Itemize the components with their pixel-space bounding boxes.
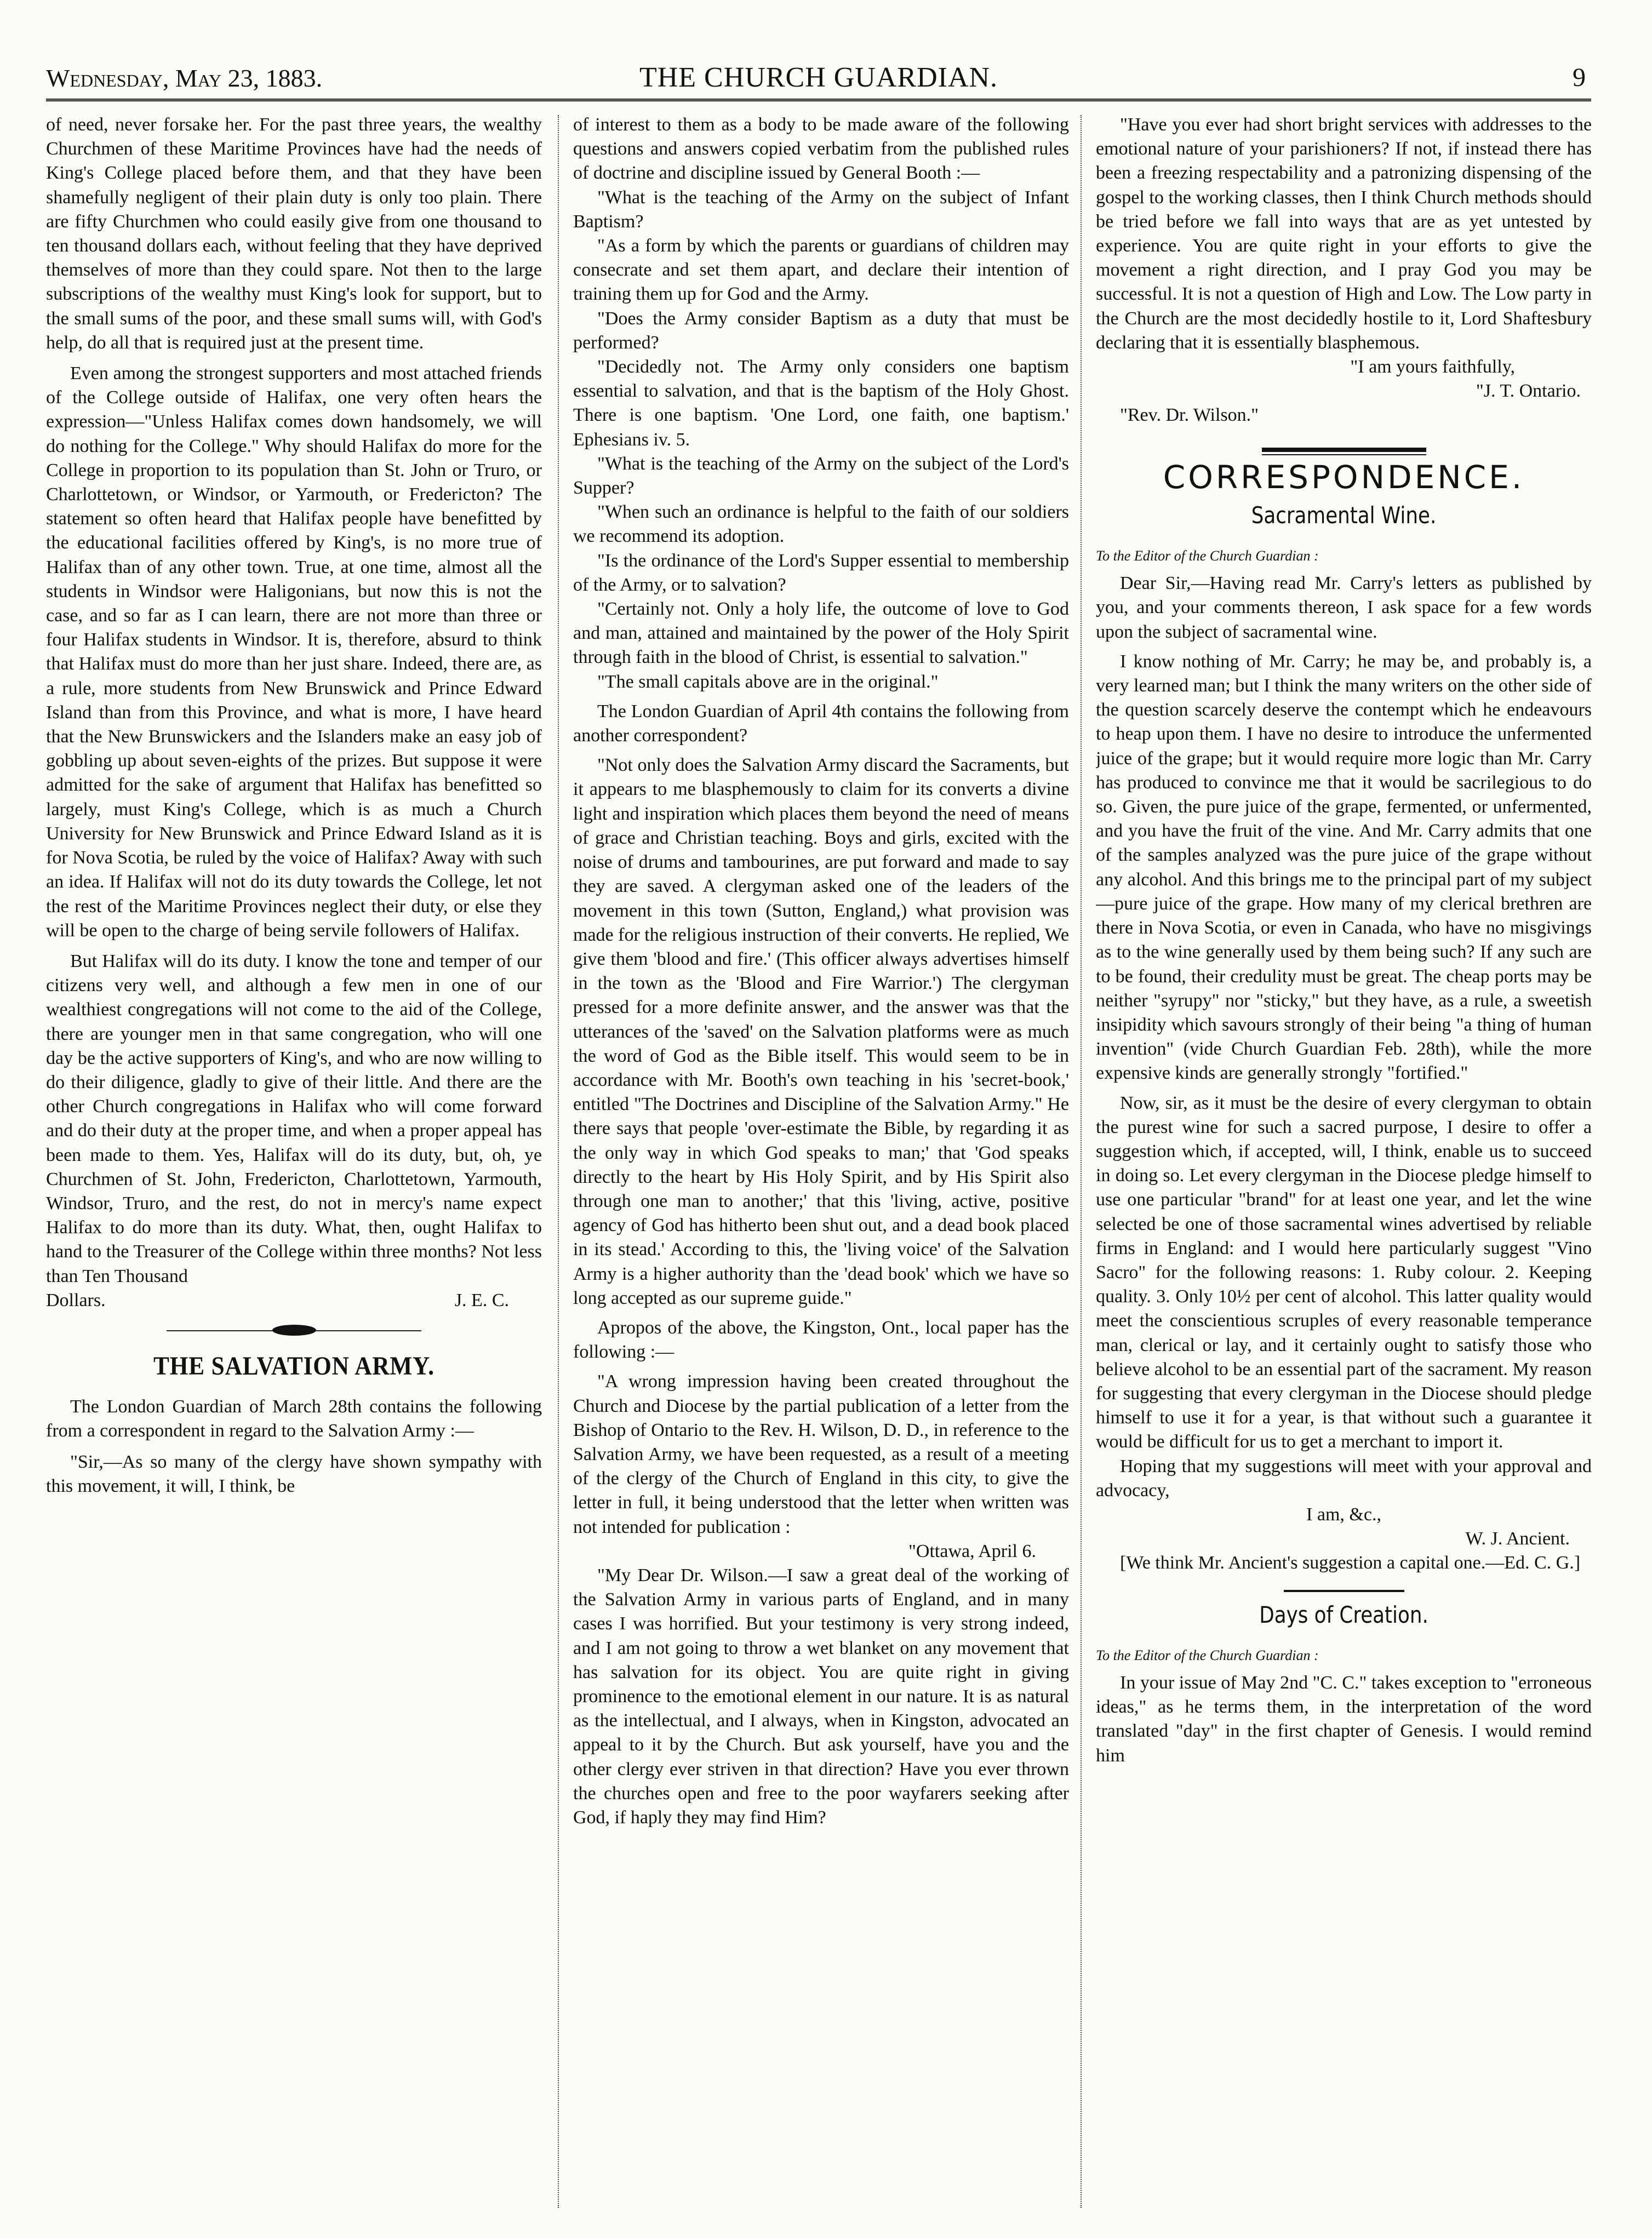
section-rule [1284,1590,1404,1592]
ornamental-divider [46,1323,542,1339]
article-headline: THE SALVATION ARMY. [153,1351,435,1381]
column-divider [558,115,559,2208]
paragraph: "Decidedly not. The Army only considers one baptism essential to salvation, and that is the baptism of the Holy Ghost. There is one baptism. 'One Lord, one faith, one baptism.' Ephesians iv. 5. [573,357,1069,450]
paragraph: The London Guardian of April 4th contains the following from another correspondent? [573,701,1069,746]
signature-line [46,1289,542,1313]
article-subheading: Sacramental Wine. [1251,501,1437,529]
paragraph: "As a form by which the parents or guardians of children may consecrate and set them apart, and declare their intention of training them up for God and the Army. [573,236,1069,305]
paragraph: Now, sir, as it must be the desire of every clergyman to obtain the purest wine for such a sacred purpose, I desire to offer a suggestion which, if accepted, will, I think, enable us to succeed in doing so. Let every clergyman in the Diocese pledge himself to use one particular "brand" for at least one year, and let the wine selected be one of those sacramental wines advertised by reliable firms in England: and I would here particularly suggest "Vino Sacro" for the following reasons: 1. Ruby colour. 2. Keeping quality. 3. Only 10½ per cent of alcohol. This latter quality would meet the conscientious scruples of every reasonable temperance man, clerical or lay, and it certainly ought to satisfy those who believe alcohol to be an essential part of the sacrament. My reason for suggesting that every clergyman in the Diocese should pledge himself to use it for a year, is that without such a guarantee it would be difficult for us to get a merchant to import it. [1096,1092,1592,1452]
paragraph: The London Guardian of March 28th contains the following from a correspondent in regard to the Salvation Army :— [46,1396,542,1441]
newspaper-title: THE CHURCH GUARDIAN. [639,62,998,93]
paragraph: of need, never forsake her. For the past three years, the wealthy Churchmen of these Maritime Provinces have had the needs of King's College placed before them, and that they have been shamefully negligent of their plain duty is only too plain. There are fifty Churchmen who could easily give from one thousand to ten thousand dollars each, without feeling that they have deprived themselves of more than they could spare. Not then to the large subscriptions of the wealthy must King's look for support, but to the small sums of the poor, and these small sums will, with God's help, do all that is required just at the present time. [46,115,542,353]
paragraph: "A wrong impression having been created throughout the Church and Diocese by the partial publication of a letter from the Bishop of Ontario to the Rev. H. Wilson, D. D., in reference to the Salvation Army, we have been requested, as a result of a meeting of the clergy of the Church of England in this city, to give the letter in full, it being understood that the letter when written was not intended for publication : [573,1371,1069,1537]
editor-note: [We think Mr. Ancient's suggestion a capital one.—Ed. C. G.] [1120,1553,1581,1573]
paragraph: Dear Sir,—Having read Mr. Carry's letters as published by you, and your comments thereon, I ask space for a few words upon the subject of sacramental wine. [1096,573,1592,642]
paragraph: But Halifax will do its duty. I know the tone and temper of our citizens very well, and although a few men in one of our wealthiest congregations will not come to the aid of the College, there are younger men in that same congregation, who will one day be the active supporters of King's, and who are now willing to do their diligence, gladly to give of their little. And there are the other Church congregations in Halifax who will come forward and do their duty at the proper time, and when a proper appeal has been made to them. Yes, Halifax will do its duty, but, oh, ye Churchmen of St. John, Fredericton, Charlottetown, Yarmouth, Windsor, Truro, and the rest, do not in mercy's name expect Halifax to do more than its duty. What, then, ought Halifax to hand to the Treasurer of the College within three months? Not less than Ten Thousand [46,951,542,1286]
paragraph: "The small capitals above are in the original." [597,671,939,692]
article-subheading: Days of Creation. [1259,1601,1428,1628]
paragraph: "Not only does the Salvation Army discard the Sacraments, but it appears to me blasphemously to claim for its converts a divine light and inspiration which places them beyond the need of means of grace and Christian teaching. Boys and girls, excited with the noise of drums and tambourines, are put forward and made to say they are saved. A clergyman asked one of the leaders of the movement in this town (Sutton, England,) what provision was made for the religious instruction of their converts. He replied, We give them 'blood and fire.' (This officer always advertises himself in the town as the 'Blood and Fire Warrior.') The clergyman pressed for a more definite answer, and the answer was that the utterances of the 'saved' on the Salvation platforms were as much the word of God as the Bible itself. This would seem to be in accordance with Mr. Booth's own teaching in his 'secret-book,' entitled "The Doctrines and Discipline of the Salvation Army." He there says that people 'over-estimate the Bible, by regarding it as the only way in which God speaks to man;' that 'God speaks directly to the heart by His Holy Spirit, and by His Spirit also through one man to another;' that this 'living, active, positive agency of God has hitherto been shut out, and a dead book placed in its stead.' According to this, the 'living voice' of the Salvation Army is a higher authority than the 'dead book' which we have so long accepted as our supreme guide." [573,755,1069,1308]
letter-signature: "J. T. Ontario. [1476,381,1581,402]
column-2 [573,113,1069,2211]
paragraph: Hoping that my suggestions will meet with your approval and advocacy, [1096,1456,1592,1501]
salutation-header: To the Editor of the Church Guardian : [1096,548,1319,564]
column-3 [1096,113,1592,2211]
page-number: 9 [1573,63,1586,92]
issue-date: Wednesday, May 23, 1883. [46,64,323,92]
section-rule [1262,448,1426,455]
letter-signature: W. J. Ancient. [1465,1529,1570,1549]
paragraph: of interest to them as a body to be made aware of the following questions and answers copied verbatim from the published rules of doctrine and discipline issued by General Booth :— [573,115,1069,184]
column-divider [1081,115,1082,2208]
paragraph: "Sir,—As so many of the clergy have shown sympathy with this movement, it will, I think, be [46,1451,542,1496]
column-1 [46,113,542,2211]
paragraph: "My Dear Dr. Wilson.—I saw a great deal of the working of the Salvation Army in various parts of England, and in many cases I was horrified. But your testimony is very strong indeed, and I am not going to throw a wet blanket on any movement that has salvation for its object. You are quite right in giving prominence to the emotional element in our nature. It is as natural as the intellectual, and I always, when in Kingston, advocated an appeal to it by the Church. But ask yourself, have you and the other clergy ever striven in that direction? Have you ever thrown the churches open and free to the poor wayfarers seeking after God, if haply they may find Him? [573,1565,1069,1828]
letter-closing: "I am yours faithfully, [1350,357,1515,377]
paragraph: "What is the teaching of the Army on the subject of Infant Baptism? [573,187,1069,232]
paragraph: "Have you ever had short bright services with addresses to the emotional nature of your parishioners? If not, if instead there has been a freezing respectability and a patronizing dispensing of the gospel to the working classes, then I think Church methods should be tried before we fall into ways that are as yet untested by experience. You are quite right in your efforts to give the movement a right direction, and I pray God you may be successful. It is not a question of High and Low. The Low party in the Church are the most decidedly hostile to it, Lord Shaftesbury declaring that it is essentially blasphemous. [1096,115,1592,353]
paragraph: "What is the teaching of the Army on the subject of the Lord's Supper? [573,453,1069,499]
paragraph: "When such an ordinance is helpful to the faith of our soldiers we recommend its adoption. [573,502,1069,547]
masthead [46,59,1591,101]
section-heading: CORRESPONDENCE. [1163,458,1525,496]
paragraph: "Does the Army consider Baptism as a duty that must be performed? [573,308,1069,353]
paragraph: In your issue of May 2nd "C. C." takes exception to "erroneous ideas," as he terms them, in the interpretation of the word translated "day" in the first chapter of Genesis. I would remind him [1096,1672,1592,1766]
paragraph: Apropos of the above, the Kingston, Ont., local paper has the following :— [573,1317,1069,1363]
signature-dollars: Dollars. [46,1290,106,1310]
letter-addressee: "Rev. Dr. Wilson." [1120,405,1259,426]
dateline: "Ottawa, April 6. [908,1541,1036,1561]
paragraph: "Certainly not. Only a holy life, the outcome of love to God and man, attained and maintained by the power of the Holy Spirit through faith in the blood of Christ, is essential to salvation." [573,599,1069,668]
letter-closing: I am, &c., [1306,1504,1381,1525]
paragraph: Even among the strongest supporters and most attached friends of the College outside of Halifax, one very often hears the expression—"Unless Halifax comes down handsomely, we will do nothing for the College." Why should Halifax do more for the College in proportion to its population than St. John or Truro, or Charlottetown, or Windsor, or Yarmouth, or Fredericton? The statement so often heard that Halifax people have benefitted by the educational facilities offered by King's, is no more true of Halifax than of any other town. True, at one time, almost all the students in Windsor were Haligonians, but now this is not the case, and so far as I can learn, there are not more than three or four Halifax students in Windsor. It is, therefore, absurd to think that Halifax must do more than her just share. Indeed, there are, as a rule, more students from New Brunswick and Prince Edward Island than from this Province, and what is more, I have heard that the New Brunswickers and the Islanders make an easy job of gobbling up about seven-eights of the prizes. But suppose it were admitted for the sake of argument that Halifax has benefitted so largely, must King's College, which is as much a Church University for New Brunswick and Prince Edward Island as it is for Nova Scotia, be ruled by the voice of Halifax? Away with such an idea. If Halifax will not do its duty towards the College, let not the rest of the Maritime Provinces neglect their duty, or else they will be open to the charge of being servile followers of Halifax. [46,363,542,941]
paragraph: "Is the ordinance of the Lord's Supper essential to membership of the Army, or to salvation? [573,550,1069,595]
paragraph: I know nothing of Mr. Carry; he may be, and probably is, a very learned man; but I think the many writers on the other side of the question scarcely deserve the contempt which he endeavours to heap upon them. I have no desire to introduce the unfermented juice of the grape; but it would require more logic than Mr. Carry has produced to convince me that it would be sacrilegious to do so. Given, the pure juice of the grape, fermented, or unfermented, and you have the fruit of the vine. And Mr. Carry admits that one of the samples analyzed was the pure juice of the grape without any alcohol. And this brings me to the principal part of my subject—pure juice of the grape. How many of my clerical brethren are there in Nova Scotia, or even in Canada, who have no misgivings as to the wine generally used by them being such? If any such are to be found, their credulity must be great. The cheap ports may be neither "syrupy" nor "sticky," but they have, as a rule, a sweetish insipidity which savours strongly of their being "a thing of human invention" (vide Church Guardian Feb. 28th), while the more expensive kinds are generally strongly "fortified." [1096,651,1592,1084]
signature-initials: J. E. C. [454,1290,509,1310]
salutation-header: To the Editor of the Church Guardian : [1096,1647,1319,1663]
